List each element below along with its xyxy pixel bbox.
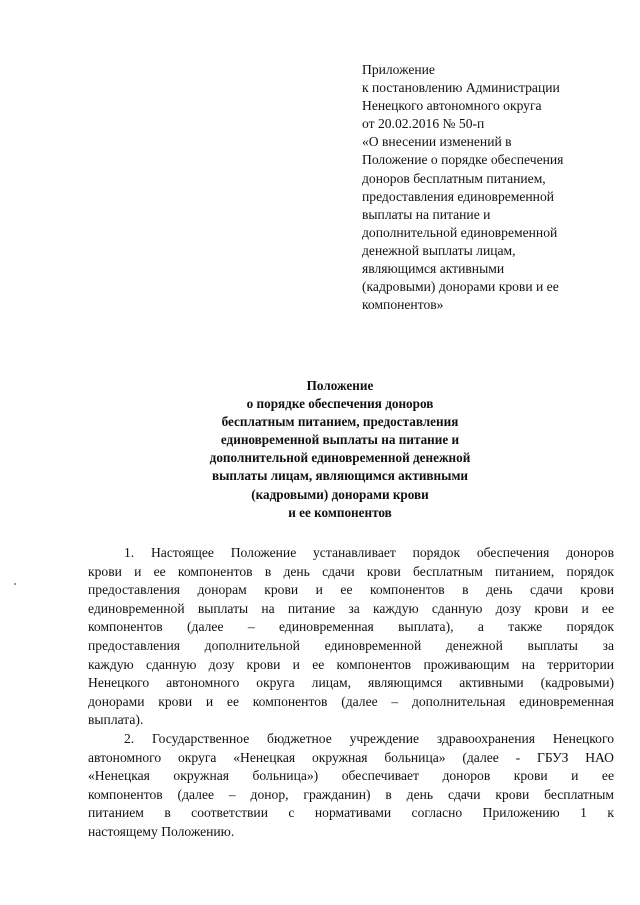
scan-speck <box>14 583 16 585</box>
document-body <box>88 544 614 842</box>
appendix-line: предоставления единовременной <box>362 188 555 204</box>
paragraph-2 <box>88 730 614 842</box>
appendix-line: к постановлению Администрации <box>362 80 560 96</box>
appendix-line: от 20.02.2016 № 50-п <box>362 116 485 132</box>
body-line: 1. Настоящее Положение устанавливает порядок обеспечения доноров <box>124 545 614 560</box>
body-line: компонентов (далее – донор, гражданин) в день сдачи крови бесплатным <box>88 786 614 802</box>
title-line: выплаты лицам, являющимся активными <box>211 468 469 484</box>
body-line: донорами крови и ее компонентов (далее – дополнительная единовременная <box>88 693 614 709</box>
title-line: Положение <box>306 378 374 393</box>
appendix-block <box>362 61 612 314</box>
body-line: выплата). <box>88 712 144 728</box>
body-line: настоящему Положению. <box>88 823 235 839</box>
appendix-line: доноров бесплатным питанием, <box>362 170 546 186</box>
paragraph-1 <box>88 544 614 730</box>
body-line: предоставления дополнительной единовременной денежной выплаты за <box>88 637 614 653</box>
appendix-line: Ненецкого автономного округа <box>362 98 542 114</box>
body-line: «Ненецкая окружная больница») обеспечивает доноров крови и ее <box>88 768 614 784</box>
appendix-line: «О внесении изменений в <box>362 134 512 150</box>
appendix-line: (кадровыми) донорами крови и ее <box>362 279 559 295</box>
appendix-line: компонентов» <box>362 297 444 313</box>
title-line: бесплатным питанием, предоставления <box>221 414 459 430</box>
appendix-line: дополнительной единовременной <box>362 224 558 240</box>
title-line: (кадровыми) донорами крови <box>251 486 429 502</box>
title-line: и ее компонентов <box>288 504 392 520</box>
body-line: предоставления донорам крови и ее компонентов в день сдачи крови <box>88 582 614 598</box>
title-line: единовременной выплаты на питание и <box>220 432 460 448</box>
title-line: о порядке обеспечения доноров <box>246 396 434 412</box>
body-line: каждую сданную дозу крови и ее компонентов проживающим на территории <box>88 656 614 672</box>
appendix-line: Положение о порядке обеспечения <box>362 152 564 168</box>
body-line: 2. Государственное бюджетное учреждение здравоохранения Ненецкого <box>124 730 614 746</box>
body-line: питанием в соответствии с нормативами согласно Приложению 1 к <box>88 805 614 821</box>
document-title <box>90 377 590 522</box>
body-line: автономного округа «Ненецкая окружная больница» (далее - ГБУЗ НАО <box>88 749 614 765</box>
title-line: дополнительной единовременной денежной <box>209 450 471 466</box>
body-line: крови и ее компонентов в день сдачи крови бесплатным питанием, порядок <box>88 563 614 579</box>
body-line: единовременной выплаты на питание за каждую сданную дозу крови и ее <box>88 600 614 616</box>
appendix-line: Приложение <box>362 62 435 77</box>
appendix-line: выплаты на питание и <box>362 206 491 222</box>
appendix-line: денежной выплаты лицам, <box>362 242 516 258</box>
appendix-line: являющимся активными <box>362 261 505 277</box>
body-line: Ненецкого автономного округа лицам, являющимся активными (кадровыми) <box>88 675 614 691</box>
body-line: компонентов (далее – единовременная выплата), а также порядок <box>88 619 614 635</box>
